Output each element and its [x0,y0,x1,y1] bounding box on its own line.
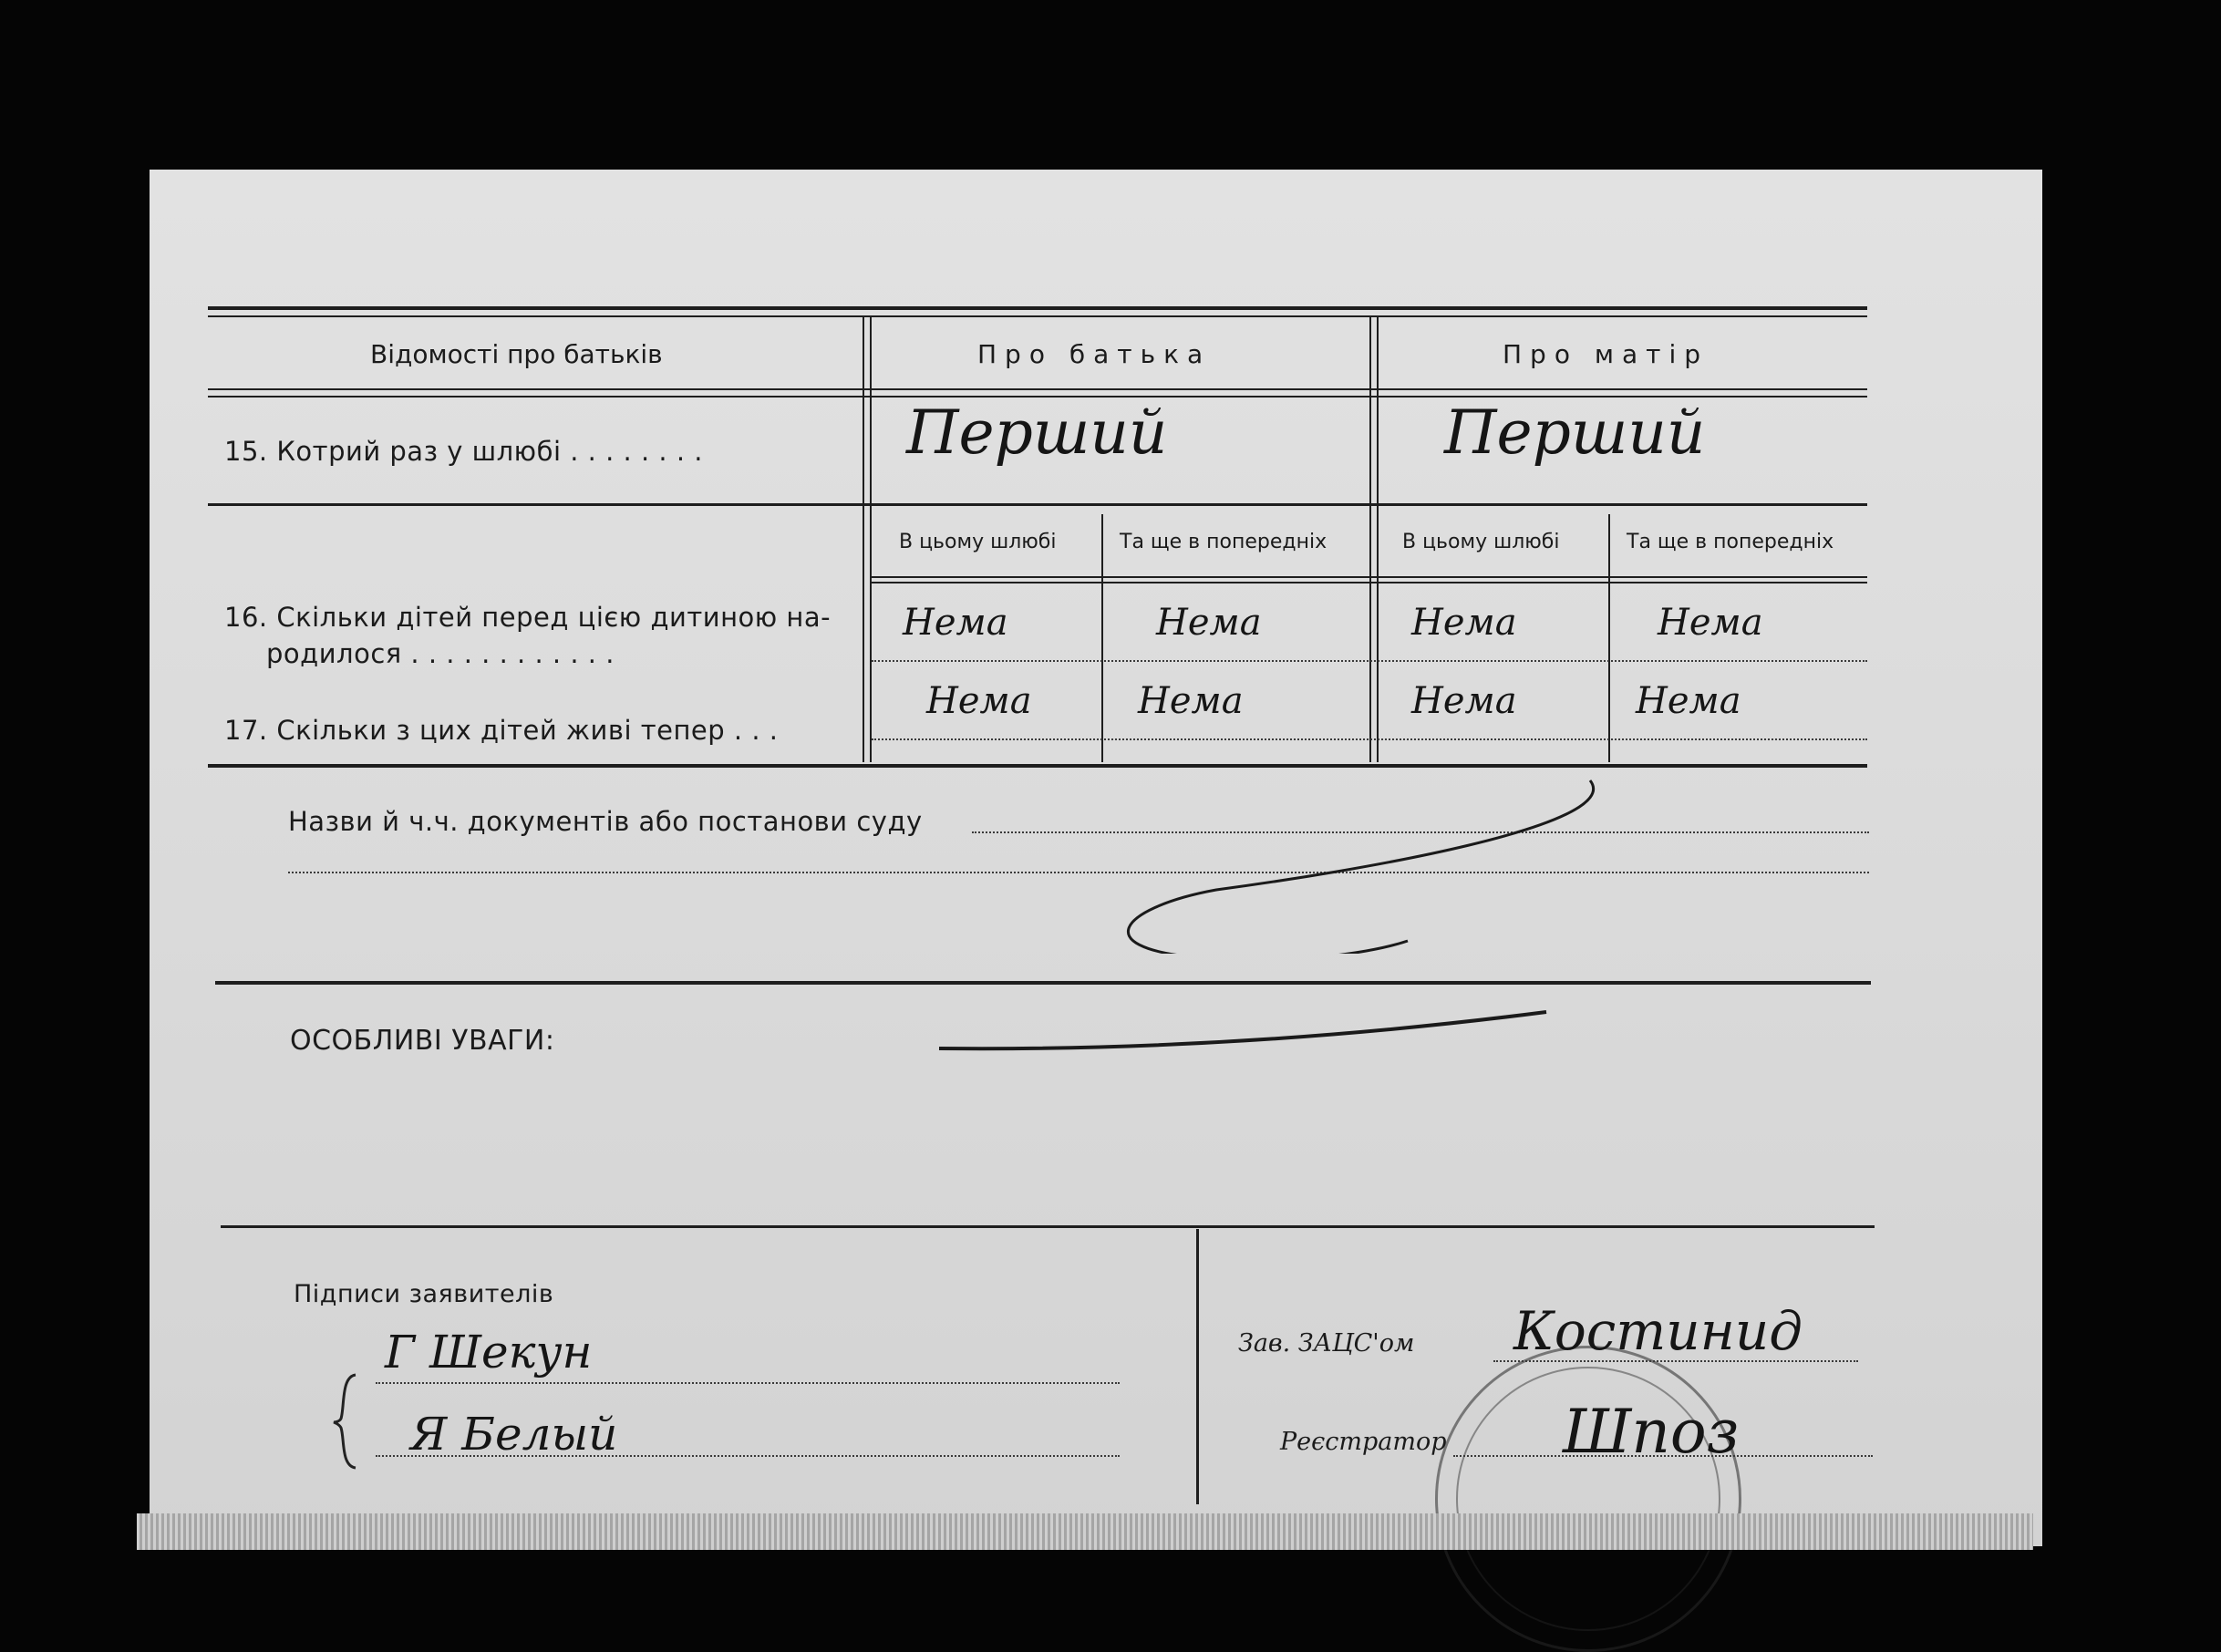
applicants-label: Підписи заявителів [294,1280,554,1308]
sub-header-rule [872,576,1867,578]
table-top-rule-2 [208,315,1867,317]
col-separator-1b [870,317,872,762]
row16-value: Нема [1411,602,1517,644]
row15-mother-value: Перший [1444,398,1706,468]
table-bottom-rule [208,764,1867,768]
row17-value: Нема [926,680,1032,722]
document-sheet [150,170,2042,1546]
applicant-1-signature: Г Шекун [385,1326,593,1378]
special-notes-dash-stroke [935,1005,1555,1059]
sub-header-rule-2 [872,582,1867,583]
col-separator-2b [1377,317,1379,762]
header-rule [208,388,1867,390]
documents-dash-stroke [1080,771,1627,954]
row17-label: 17. Скільки з цих дітей живі тепер . . . [224,715,779,746]
row17-dotted [872,738,1867,740]
row17-value: Нема [1411,680,1517,722]
row15-label: 15. Котрий раз у шлюбі . . . . . . . . [224,436,703,467]
row16-value: Нема [1156,602,1262,644]
header-father: Про батька [977,339,1212,369]
row16-label-line2: родилося . . . . . . . . . . . . [266,638,615,669]
registrar-line [1453,1455,1873,1457]
paper-bottom-edge [137,1513,2033,1550]
sub-mother-this: В цьому шлюбі [1402,531,1560,553]
table-top-rule [208,306,1867,310]
sub-father-prev: Та ще в попередніх [1120,531,1327,553]
row16-value: Нема [1658,602,1763,644]
head-label: Зав. ЗАЦС'ом [1238,1329,1415,1358]
signature-top-rule [221,1225,1875,1228]
registrar-label: Реєстратор [1280,1428,1447,1456]
applicant-2-signature: Я Белый [410,1408,618,1461]
applicant-2-line [376,1455,1120,1457]
documents-label: Назви й ч.ч. документів або постанови суду [288,806,923,837]
sub-separator-father [1101,514,1103,762]
row16-label-line1: 16. Скільки дітей перед цією дитиною на- [224,602,832,633]
row16-value: Нема [903,602,1008,644]
row15-rule [208,503,1867,506]
header-mother: Про матір [1503,339,1710,369]
head-line [1493,1360,1858,1362]
row17-value: Нема [1138,680,1244,722]
brace [332,1371,359,1471]
special-notes-label: ОСОБЛИВІ УВАГИ: [290,1025,555,1057]
official-seal-stamp [1435,1346,1741,1652]
row17-value: Нема [1636,680,1741,722]
row16-dotted [872,660,1867,662]
applicant-1-line [376,1382,1120,1384]
sub-father-this: В цьому шлюбі [899,531,1057,553]
signature-divider [1196,1229,1199,1504]
row15-father-value: Перший [906,398,1168,468]
col-separator-2 [1369,317,1371,762]
documents-bottom-rule [215,981,1871,985]
header-info: Відомості про батьків [370,339,663,369]
documents-line-2 [288,872,1869,873]
sub-mother-prev: Та ще в попередніх [1627,531,1834,553]
registrar-signature: Шпоз [1563,1397,1740,1467]
head-signature: Костинид [1513,1300,1803,1362]
col-separator-1 [863,317,864,762]
sub-separator-mother [1608,514,1610,762]
